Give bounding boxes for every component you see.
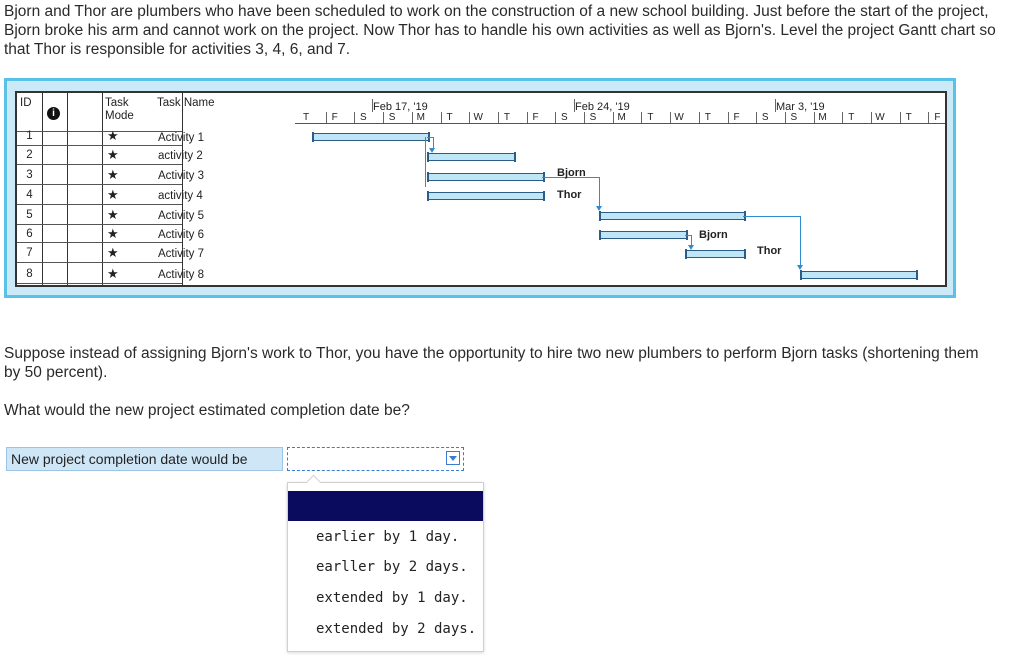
week-label: Feb 17, '19 (373, 101, 428, 113)
day-separator (842, 112, 843, 123)
header-mode-line1: Task (105, 97, 129, 109)
day-label: S (560, 112, 568, 123)
dropdown-option[interactable]: extended by 1 day. (316, 590, 468, 606)
day-label: F (532, 112, 539, 123)
intro-paragraph: Bjorn and Thor are plumbers who have been scheduled to work on the construction of a new school building. Just before the start of the project, Bjorn broke his arm and cannot work on the project. Now Thor has to handle his own activities as well as Bjorn's. Level the project Gantt chart so that Thor is responsible for activities 3, 4, 6, and 7. (4, 3, 996, 58)
day-label: S (388, 112, 396, 123)
resource-label: Bjorn (557, 167, 586, 179)
gantt-chart (15, 91, 947, 287)
gantt-bar-activity-8 (801, 271, 917, 279)
dropdown-option-blank[interactable] (288, 491, 483, 521)
day-label: T (704, 112, 711, 123)
pin-icon: ★ (107, 266, 119, 281)
day-separator (613, 112, 614, 123)
day-separator (441, 112, 442, 123)
pin-icon: ★ (107, 187, 119, 202)
pin-icon: ★ (107, 245, 119, 260)
day-separator (584, 112, 585, 123)
gantt-bar-activity-4 (428, 192, 544, 200)
day-separator (785, 112, 786, 123)
day-separator (326, 112, 327, 123)
pin-icon: ★ (107, 207, 119, 222)
gantt-bar-activity-7 (686, 250, 745, 258)
dropdown-option[interactable]: earlier by 1 day. (316, 529, 460, 545)
task-name: activity 4 (158, 190, 203, 202)
header-id: ID (20, 97, 32, 109)
day-label: T (503, 112, 510, 123)
row-id: 7 (26, 247, 33, 259)
day-separator (900, 112, 901, 123)
week-label: Mar 3, '19 (776, 101, 825, 113)
dropdown-menu (287, 482, 484, 652)
day-label: M (617, 112, 626, 123)
week-label: Feb 24, '19 (575, 101, 630, 113)
day-separator (928, 112, 929, 123)
day-label: T (848, 112, 855, 123)
resource-label: Thor (757, 245, 782, 257)
day-separator (412, 112, 413, 123)
row-id: 8 (26, 268, 33, 280)
dropdown-option[interactable]: extended by 2 days. (316, 621, 477, 637)
task-name: Activity 1 (158, 132, 205, 144)
day-separator (354, 112, 355, 123)
task-name: Activity 3 (158, 170, 205, 182)
day-separator (814, 112, 815, 123)
gantt-bar-activity-2 (428, 153, 515, 161)
question-text: What would the new project estimated completion date be? (4, 402, 410, 419)
header-mode-line2: Mode (105, 110, 134, 122)
pin-icon: ★ (107, 167, 119, 182)
info-icon: i (47, 107, 60, 120)
day-separator (498, 112, 499, 123)
gantt-bar-activity-3 (428, 173, 544, 181)
task-name: Activity 6 (158, 229, 205, 241)
day-label: S (360, 112, 367, 123)
gantt-bar-activity-1 (313, 133, 429, 141)
header-task-name: Task Name (157, 97, 215, 109)
day-separator (383, 112, 384, 123)
row-id: 4 (26, 189, 33, 201)
gantt-chart-frame (4, 78, 956, 298)
day-label: T (905, 112, 912, 123)
resource-label: Bjorn (699, 229, 728, 241)
day-label: F (331, 112, 338, 123)
day-label: W (473, 112, 483, 123)
dropdown-option[interactable]: earller by 2 days. (316, 559, 468, 575)
completion-date-select[interactable] (287, 447, 464, 471)
resource-label: Thor (557, 189, 582, 201)
day-label: F (733, 112, 740, 123)
row-id: 5 (26, 209, 33, 221)
day-separator (756, 112, 757, 123)
pin-icon: ★ (107, 147, 119, 162)
pin-icon: ★ (107, 128, 119, 143)
row-id: 2 (26, 149, 33, 161)
day-label: M (818, 112, 827, 123)
day-label: M (416, 112, 425, 123)
day-label: W (875, 112, 885, 123)
row-id: 1 (26, 130, 33, 142)
day-separator (641, 112, 642, 123)
day-label: T (647, 112, 654, 123)
task-name: activity 2 (158, 150, 203, 162)
day-label: T (446, 112, 453, 123)
suppose-paragraph: Suppose instead of assigning Bjorn's work to Thor, you have the opportunity to hire two new plumbers to perform Bjorn tasks (shortening them by 50 percent). (4, 345, 979, 381)
row-id: 6 (26, 228, 33, 240)
day-separator (871, 112, 872, 123)
answer-label: New project completion date would be (6, 447, 283, 471)
task-name: Activity 5 (158, 210, 205, 222)
day-separator (699, 112, 700, 123)
chevron-down-icon[interactable] (446, 451, 460, 465)
day-label: S (589, 112, 597, 123)
day-scale-underline (295, 123, 945, 124)
day-label: S (761, 112, 769, 123)
task-name: Activity 7 (158, 248, 205, 260)
day-separator (728, 112, 729, 123)
gantt-bar-activity-5 (600, 212, 745, 220)
day-separator (527, 112, 528, 123)
pin-icon: ★ (107, 226, 119, 241)
day-label: W (674, 112, 684, 123)
day-separator (555, 112, 556, 123)
day-separator (469, 112, 470, 123)
task-name: Activity 8 (158, 269, 205, 281)
day-label: F (934, 112, 941, 123)
day-label: S (790, 112, 798, 123)
row-id: 3 (26, 169, 33, 181)
day-label: T (302, 112, 310, 123)
day-separator (670, 112, 671, 123)
gantt-bar-activity-6 (600, 231, 687, 239)
